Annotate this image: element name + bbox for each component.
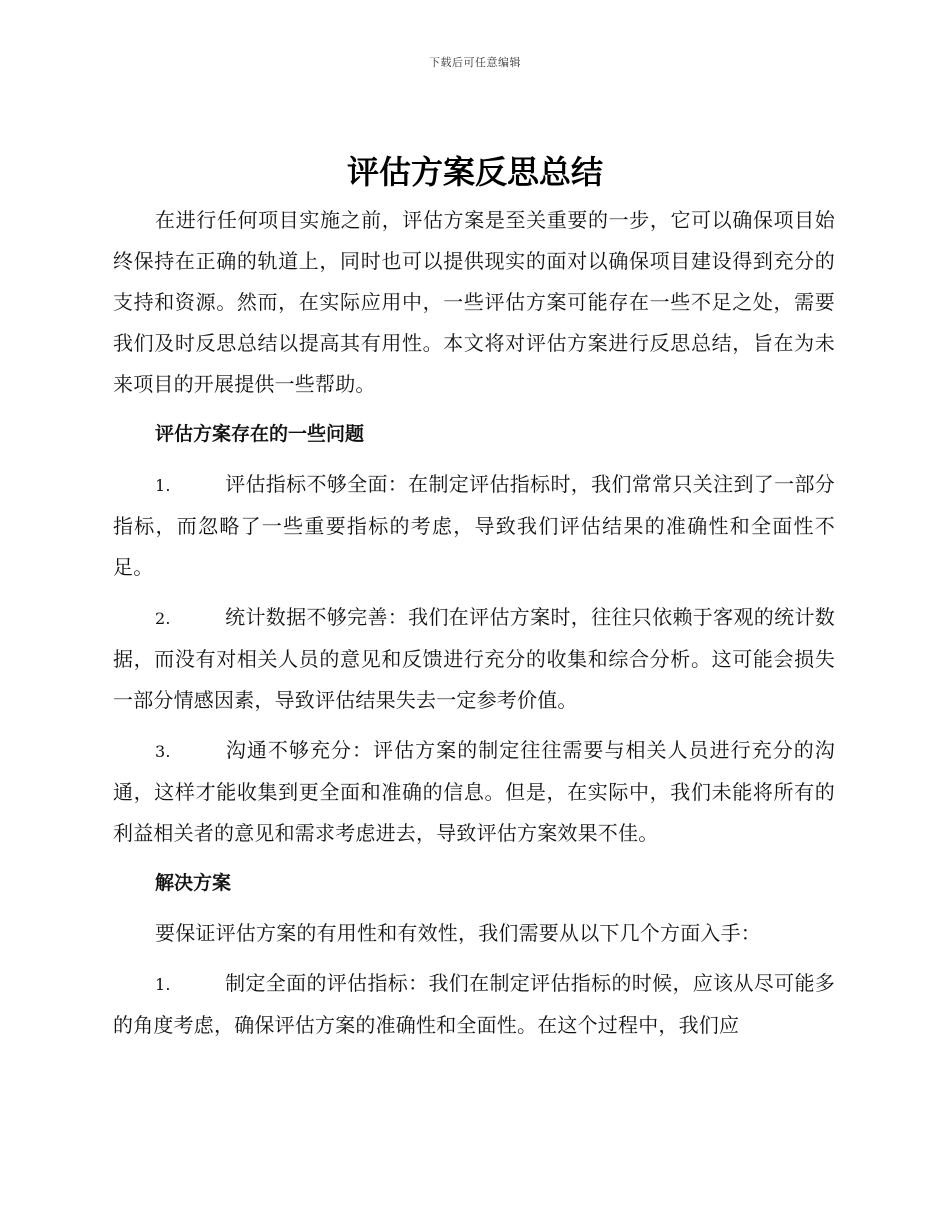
document-body [113,200,835,1055]
list-item-text: 评估指标不够全面：在制定评估指标时，我们常常只关注到了一部分指标，而忽略了一些重要指标的考虑，导致我们评估结果的准确性和全面性不足。 [113,472,835,579]
list-item [113,464,835,588]
list-item-text: 统计数据不够完善：我们在评估方案时，往往只依赖于客观的统计数据，而没有对相关人员的意见和反馈进行充分的收集和综合分析。这可能会损失一部分情感因素，导致评估结果失去一定参考价值。 [113,605,835,712]
section-heading-problems: 评估方案存在的一些问题 [155,423,365,445]
list-number: 2. [155,609,171,628]
list-item-text: 制定全面的评估指标：我们在制定评估指标的时候，应该从尽可能多的角度考虑，确保评估方案的准确性和全面性。在这个过程中，我们应 [113,971,835,1037]
list-item [113,597,835,721]
intro-paragraph: 在进行任何项目实施之前，评估方案是至关重要的一步，它可以确保项目始终保持在正确的轨道上，同时也可以提供现实的面对以确保项目建设得到充分的支持和资源。然而，在实际应用中，一些评估方案可能存在一些不足之处，需要我们及时反思总结以提高其有用性。本文将对评估方案进行反思总结，旨在为未来项目的开展提供一些帮助。 [113,208,835,396]
list-number: 3. [155,742,171,761]
list-item [113,730,835,854]
section-heading-solutions: 解决方案 [155,872,232,894]
page-title: 评估方案反思总结 [346,153,603,191]
list-number: 1. [155,476,171,495]
solutions-intro-paragraph: 要保证评估方案的有用性和有效性，我们需要从以下几个方面入手： [155,921,761,945]
list-number: 1. [155,975,171,994]
list-item-text: 沟通不够充分：评估方案的制定往往需要与相关人员进行充分的沟通，这样才能收集到更全面和准确的信息。但是，在实际中，我们未能将所有的利益相关者的意见和需求考虑进去，导致评估方案效果不佳。 [113,738,835,845]
header-note: 下载后可任意编辑 [429,56,521,69]
list-item [113,963,835,1046]
